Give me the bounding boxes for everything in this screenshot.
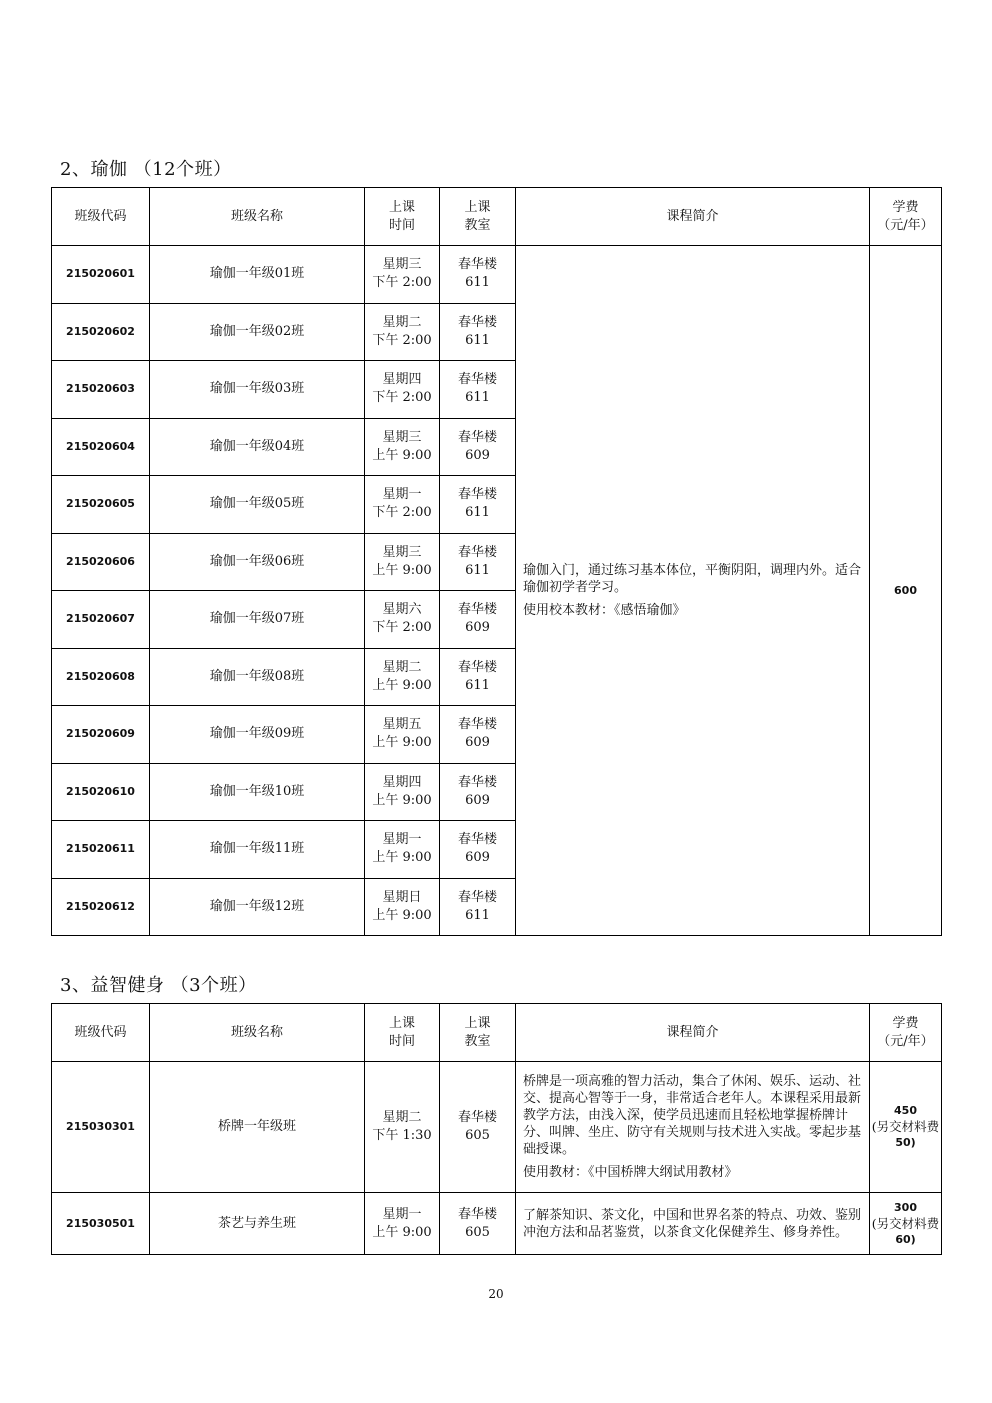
tuition-fee: 300 (另交材料费 60) (870, 1193, 942, 1255)
header-code: 班级代码 (52, 1004, 150, 1062)
class-name: 瑜伽一年级04班 (150, 418, 365, 476)
class-time: 星期六 下午 2:00 (365, 591, 440, 649)
yoga-table (51, 187, 942, 936)
class-name: 茶艺与养生班 (150, 1193, 365, 1255)
header-time: 上课 时间 (365, 1004, 440, 1062)
class-time: 星期日 上午 9:00 (365, 878, 440, 936)
class-room: 春华楼 609 (440, 591, 516, 649)
class-code: 215020612 (52, 878, 150, 936)
class-code: 215030301 (52, 1062, 150, 1193)
class-room: 春华楼 609 (440, 706, 516, 764)
tuition-fee: 600 (870, 246, 942, 936)
class-code: 215030501 (52, 1193, 150, 1255)
header-desc: 课程简介 (516, 188, 870, 246)
header-fee: 学费 （元/年） (870, 1004, 942, 1062)
class-time: 星期三 下午 2:00 (365, 246, 440, 304)
class-time: 星期四 下午 2:00 (365, 361, 440, 419)
class-time: 星期二 下午 1:30 (365, 1062, 440, 1193)
course-description: 桥牌是一项高雅的智力活动，集合了休闲、娱乐、运动、社交、提高心智等于一身，非常适合老年人。本课程采用最新教学方法，由浅入深，使学员迅速而且轻松地掌握桥牌计分、叫牌、坐庄、防守有关规则与技术进入实战。零起步基础授课。 使用教材：《中国桥牌大纲试用教材》 (516, 1062, 870, 1193)
table-row (52, 246, 942, 304)
yoga-table-header (52, 188, 942, 246)
class-name: 瑜伽一年级12班 (150, 878, 365, 936)
class-name: 瑜伽一年级10班 (150, 763, 365, 821)
class-name: 瑜伽一年级11班 (150, 821, 365, 879)
class-time: 星期二 下午 2:00 (365, 303, 440, 361)
header-room: 上课 教室 (440, 188, 516, 246)
class-code: 215020605 (52, 476, 150, 534)
class-room: 春华楼 611 (440, 246, 516, 304)
class-room: 春华楼 609 (440, 763, 516, 821)
header-fee: 学费 （元/年） (870, 188, 942, 246)
class-code: 215020610 (52, 763, 150, 821)
class-room: 春华楼 611 (440, 648, 516, 706)
class-time: 星期三 上午 9:00 (365, 533, 440, 591)
class-time: 星期四 上午 9:00 (365, 763, 440, 821)
course-description: 了解茶知识、茶文化，中国和世界名茶的特点、功效、鉴别冲泡方法和品茗鉴赏，以茶食文化保健养生、修身养性。 (516, 1193, 870, 1255)
class-name: 瑜伽一年级06班 (150, 533, 365, 591)
class-code: 215020606 (52, 533, 150, 591)
class-code: 215020603 (52, 361, 150, 419)
class-code: 215020611 (52, 821, 150, 879)
class-name: 瑜伽一年级08班 (150, 648, 365, 706)
section-2-title: 2、瑜伽 （12个班） (60, 159, 232, 180)
class-time: 星期三 上午 9:00 (365, 418, 440, 476)
class-room: 春华楼 611 (440, 303, 516, 361)
class-code: 215020609 (52, 706, 150, 764)
class-name: 瑜伽一年级07班 (150, 591, 365, 649)
class-name: 瑜伽一年级01班 (150, 246, 365, 304)
class-name: 桥牌一年级班 (150, 1062, 365, 1193)
class-code: 215020602 (52, 303, 150, 361)
class-time: 星期二 上午 9:00 (365, 648, 440, 706)
header-desc: 课程简介 (516, 1004, 870, 1062)
class-room: 春华楼 611 (440, 361, 516, 419)
class-room: 春华楼 611 (440, 476, 516, 534)
class-room: 春华楼 611 (440, 533, 516, 591)
table-row (52, 1062, 942, 1193)
puzzle-table (51, 1003, 942, 1255)
header-room: 上课 教室 (440, 1004, 516, 1062)
class-name: 瑜伽一年级02班 (150, 303, 365, 361)
class-name: 瑜伽一年级05班 (150, 476, 365, 534)
class-name: 瑜伽一年级03班 (150, 361, 365, 419)
header-code: 班级代码 (52, 188, 150, 246)
header-name: 班级名称 (150, 188, 365, 246)
tuition-fee: 450 (另交材料费 50) (870, 1062, 942, 1193)
class-time: 星期一 下午 2:00 (365, 476, 440, 534)
header-name: 班级名称 (150, 1004, 365, 1062)
class-code: 215020604 (52, 418, 150, 476)
class-room: 春华楼 609 (440, 418, 516, 476)
class-code: 215020601 (52, 246, 150, 304)
class-code: 215020608 (52, 648, 150, 706)
class-time: 星期一 上午 9:00 (365, 821, 440, 879)
course-description: 瑜伽入门，通过练习基本体位，平衡阴阳，调理内外。适合瑜伽初学者学习。 使用校本教材：《感悟瑜伽》 (516, 246, 870, 936)
class-room: 春华楼 609 (440, 821, 516, 879)
class-room: 春华楼 611 (440, 878, 516, 936)
header-time: 上课 时间 (365, 188, 440, 246)
class-time: 星期五 上午 9:00 (365, 706, 440, 764)
class-code: 215020607 (52, 591, 150, 649)
section-3-title: 3、益智健身 （3个班） (60, 975, 257, 996)
puzzle-table-header (52, 1004, 942, 1062)
class-time: 星期一 上午 9:00 (365, 1193, 440, 1255)
page-number: 20 (488, 1287, 504, 1301)
class-room: 春华楼 605 (440, 1062, 516, 1193)
table-row (52, 1193, 942, 1255)
class-room: 春华楼 605 (440, 1193, 516, 1255)
class-name: 瑜伽一年级09班 (150, 706, 365, 764)
